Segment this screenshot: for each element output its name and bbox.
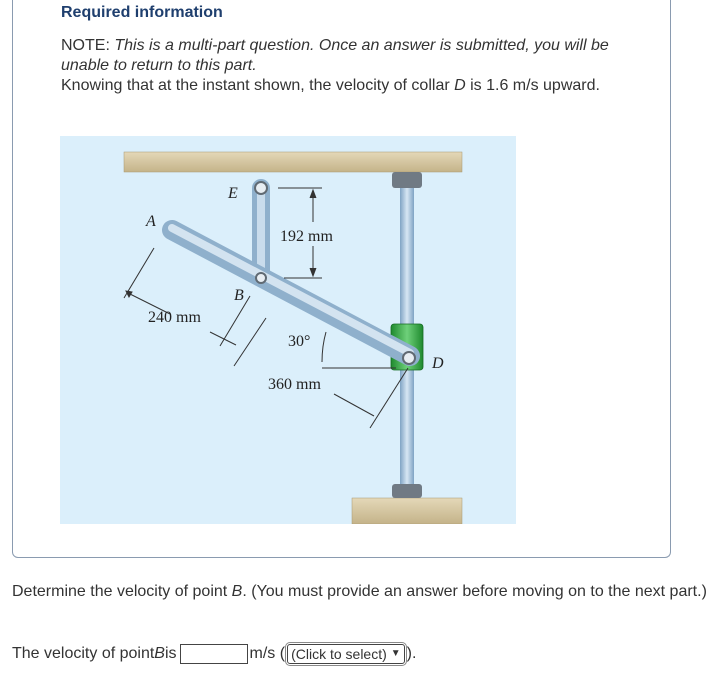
note-text	[61, 36, 631, 96]
collar-variable: D	[454, 77, 466, 94]
label-a: A	[146, 213, 156, 230]
note-body-after: is 1.6 m/s upward.	[465, 77, 600, 94]
top-bracket	[392, 172, 422, 188]
dimension-192-label: 192 mm	[280, 228, 333, 245]
label-b: B	[234, 287, 244, 304]
answer-variable: B	[154, 645, 165, 662]
unit-label: m/s (	[249, 645, 286, 662]
label-d: D	[432, 355, 444, 372]
closing-paren: ).	[406, 645, 417, 662]
figure-background	[60, 136, 516, 524]
label-e: E	[228, 185, 238, 202]
ceiling-support	[124, 152, 462, 172]
dimension-240-label: 240 mm	[148, 309, 201, 326]
pin-b	[256, 273, 266, 283]
velocity-input[interactable]	[180, 644, 248, 664]
note-prefix: NOTE:	[61, 37, 115, 54]
mechanism-figure	[60, 136, 516, 524]
direction-select[interactable]	[287, 644, 405, 664]
answer-row	[12, 643, 416, 665]
bottom-bracket	[392, 484, 422, 498]
required-info-title: Required information	[61, 4, 223, 21]
question-before: Determine the velocity of point	[12, 583, 232, 600]
pin-d	[403, 352, 415, 364]
question-variable: B	[231, 583, 243, 600]
floor-support	[352, 498, 462, 524]
dimension-360-label: 360 mm	[268, 376, 321, 393]
question-text	[12, 582, 707, 602]
pin-e	[255, 182, 267, 194]
note-body-before: Knowing that at the instant shown, the velocity of collar	[61, 77, 455, 94]
answer-prefix: The velocity of point	[12, 645, 155, 662]
angle-label: 30°	[288, 333, 311, 350]
chevron-down-icon: ▼	[390, 648, 401, 659]
note-italic: This is a multi-part question. Once an answer is submitted, you will be unable to return to this part.	[61, 37, 609, 74]
direction-select-label: (Click to select)	[291, 646, 387, 662]
answer-suffix: is	[164, 645, 177, 662]
question-after: . (You must provide an answer before moving on to the next part.)	[242, 583, 707, 600]
